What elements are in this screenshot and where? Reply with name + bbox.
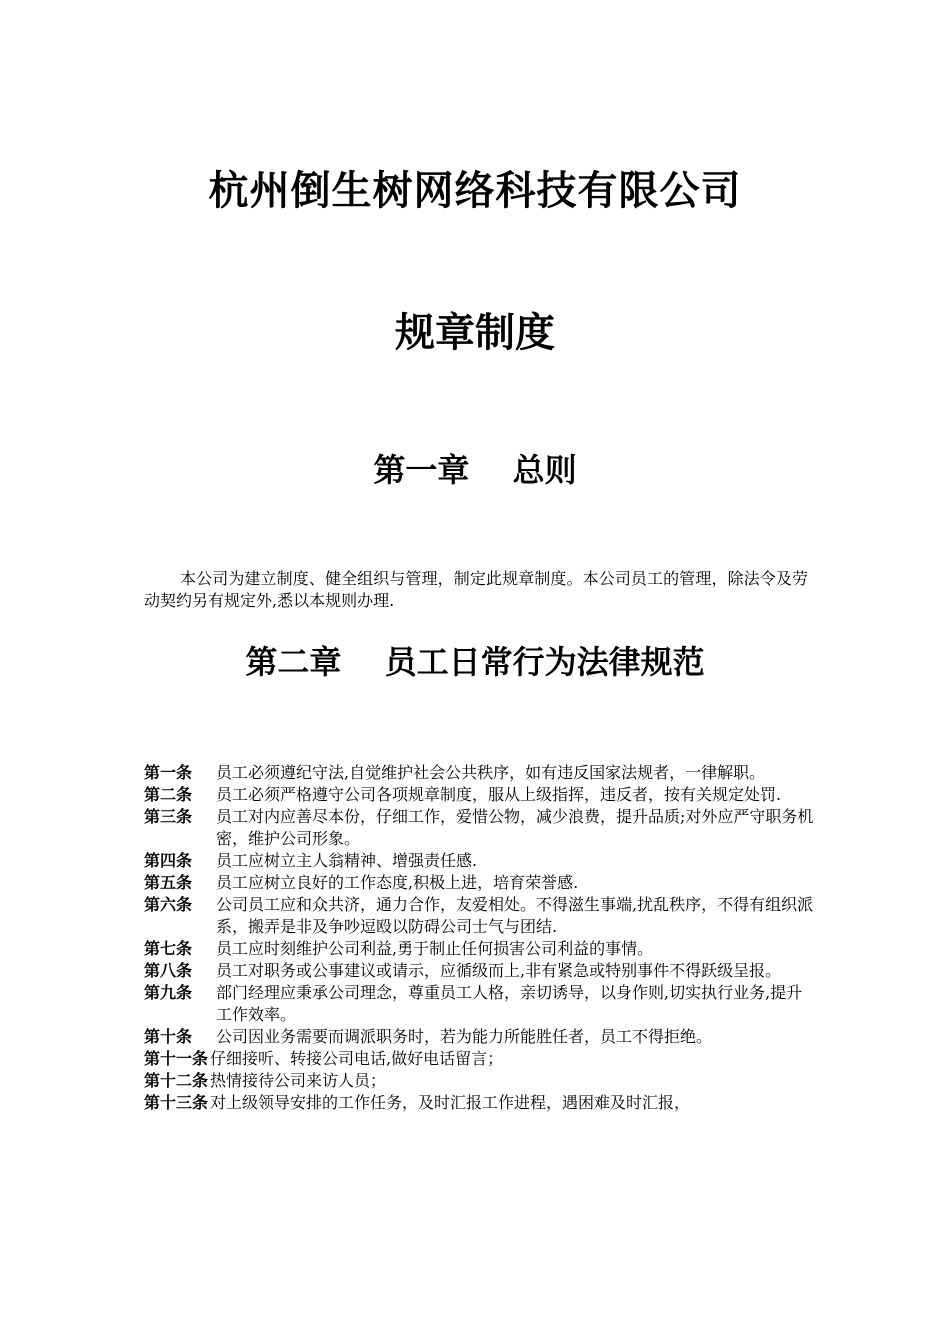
article-text: 员工对内应善尽本份，仔细工作，爱惜公物，减少浪费，提升品质;对外应严守职务机密，维护公司形象。 bbox=[216, 807, 814, 848]
article-number: 第八条 bbox=[144, 961, 193, 980]
article-number: 第三条 bbox=[144, 807, 193, 826]
article-number: 第九条 bbox=[144, 983, 193, 1002]
article-number: 第十二条 bbox=[144, 1071, 209, 1090]
article-11 bbox=[144, 1048, 816, 1070]
article-13 bbox=[144, 1092, 816, 1114]
article-3 bbox=[144, 806, 816, 850]
article-4 bbox=[144, 850, 816, 872]
article-12 bbox=[144, 1070, 816, 1092]
article-number: 第五条 bbox=[144, 873, 193, 892]
article-number: 第十三条 bbox=[144, 1093, 209, 1112]
article-8 bbox=[144, 960, 816, 982]
article-number: 第四条 bbox=[144, 851, 193, 870]
article-list bbox=[144, 762, 816, 1114]
document-title: 规章制度 bbox=[395, 310, 555, 356]
article-text: 仔细接听、转接公司电话,做好电话留言； bbox=[210, 1049, 504, 1068]
article-10 bbox=[144, 1026, 816, 1048]
company-name-heading: 杭州倒生树网络科技有限公司 bbox=[208, 168, 742, 214]
chapter-1-heading: 第一章 总则 bbox=[373, 451, 577, 489]
article-1 bbox=[144, 762, 816, 784]
article-text: 员工必须遵纪守法,自觉维护社会公共秩序，如有违反国家法规者，一律解职。 bbox=[216, 763, 766, 782]
article-text: 公司因业务需要而调派职务时，若为能力所能胜任者，员工不得拒绝。 bbox=[216, 1027, 713, 1046]
article-text: 公司员工应和众共济，通力合作，友爱相处。不得滋生事端,扰乱秩序，不得有组织派系，搬弄是非及争吵逗殴以防碍公司士气与团结. bbox=[216, 895, 814, 936]
intro-paragraph: 本公司为建立制度、健全组织与管理，制定此规章制度。本公司员工的管理，除法令及劳动契约另有规定外,悉以本规则办理. bbox=[144, 569, 808, 610]
article-number: 第一条 bbox=[144, 763, 193, 782]
article-number: 第十一条 bbox=[144, 1049, 209, 1068]
article-text: 对上级领导安排的工作任务，及时汇报工作进程，遇困难及时汇报， bbox=[210, 1093, 691, 1112]
article-2 bbox=[144, 784, 816, 806]
article-number: 第六条 bbox=[144, 895, 193, 914]
article-number: 第十条 bbox=[144, 1027, 193, 1046]
article-text: 部门经理应秉承公司理念，尊重员工人格，亲切诱导，以身作则,切实执行业务,提升工作效率。 bbox=[216, 983, 803, 1024]
article-number: 第七条 bbox=[144, 939, 193, 958]
article-text: 热情接待公司来访人员； bbox=[210, 1071, 387, 1090]
article-text: 员工对职务或公事建议或请示，应循级而上,非有紧急或特别事件不得跃级呈报。 bbox=[216, 961, 782, 980]
article-text: 员工应树立良好的工作态度,积极上进，培育荣誉感. bbox=[216, 873, 579, 892]
article-number: 第二条 bbox=[144, 785, 193, 804]
article-5 bbox=[144, 872, 816, 894]
article-text: 员工应树立主人翁精神、增强责任感. bbox=[216, 851, 478, 870]
article-text: 员工应时刻维护公司利益,勇于制止任何损害公司利益的事情。 bbox=[216, 939, 654, 958]
article-text: 员工必须严格遵守公司各项规章制度，服从上级指挥，违反者，按有关规定处罚. bbox=[216, 785, 782, 804]
article-6 bbox=[144, 894, 816, 938]
chapter-2-heading: 第二章 员工日常行为法律规范 bbox=[245, 643, 705, 681]
article-9 bbox=[144, 982, 816, 1026]
article-7 bbox=[144, 938, 816, 960]
